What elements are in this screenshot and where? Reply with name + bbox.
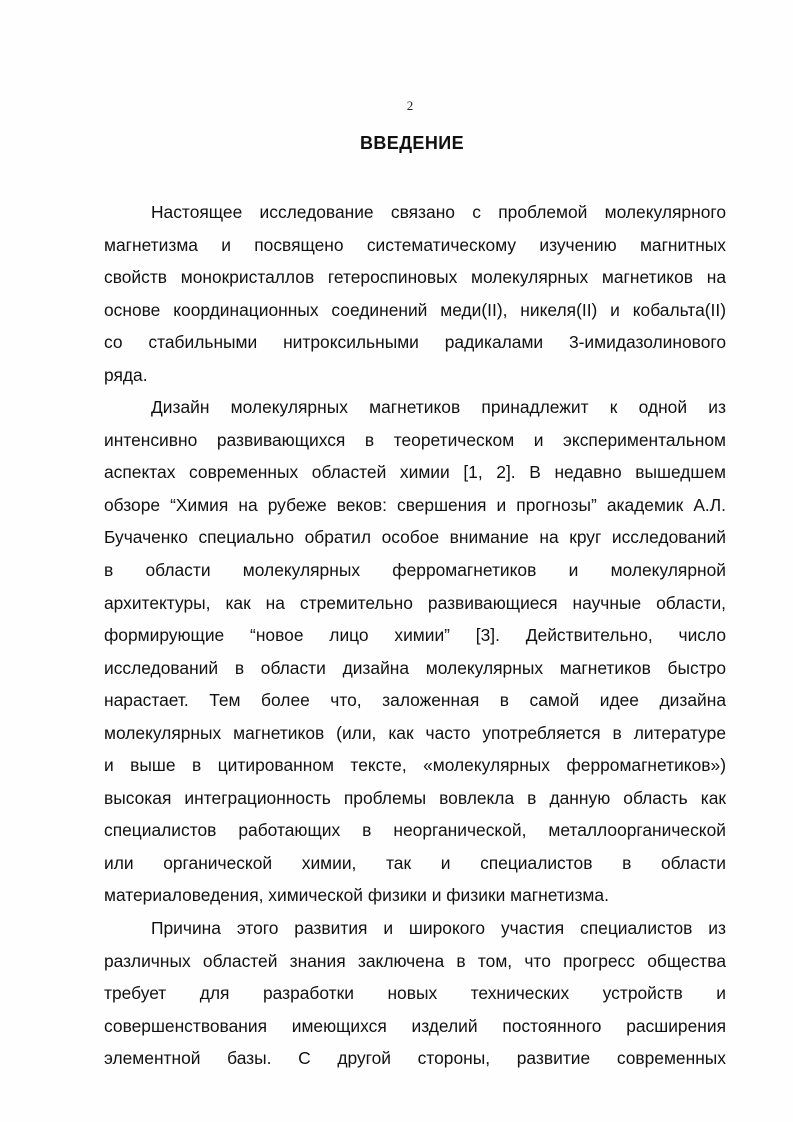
text-line: свойств монокристаллов гетероспиновых молекулярных магнетиков на [104, 267, 726, 288]
text-line: требует для разработки новых технических устройств и [104, 983, 726, 1004]
text-line: основе координационных соединений меди(II), никеля(II) и кобальта(II) [104, 299, 726, 320]
text-line: в области молекулярных ферромагнетиков и молекулярной [104, 560, 726, 581]
text-line: со стабильными нитроксильными радикалами 3-имидазолинового [104, 332, 726, 353]
document-body [104, 196, 726, 1075]
text-line: специалистов работающих в неорганической, металлоорганической [104, 820, 726, 841]
text-line: Дизайн молекулярных магнетиков принадлежит к одной из [151, 397, 726, 418]
text-line: Настоящее исследование связано с проблемой молекулярного [151, 202, 726, 222]
text-line: молекулярных магнетиков (или, как часто употребляется в литературе [104, 722, 726, 743]
text-line: совершенствования имеющихся изделий постоянного расширения [104, 1015, 726, 1036]
text-line: интенсивно развивающихся в теоретическом и экспериментальном [104, 429, 726, 450]
text-line: ряда. [104, 364, 148, 385]
section-title: ВВЕДЕНИЕ [360, 133, 464, 153]
text-line: элементной базы. С другой стороны, развитие современных [104, 1048, 726, 1069]
paragraph [104, 912, 726, 1075]
text-line: материаловедения, химической физики и физики магнетизма. [104, 885, 609, 906]
text-line: обзоре “Химия на рубеже веков: свершения и прогнозы” академик А.Л. [104, 494, 726, 515]
text-line: или органической химии, так и специалистов в области [104, 852, 726, 873]
text-line: формирующие “новое лицо химии” [3]. Действительно, число [104, 625, 726, 646]
text-line: Бучаченко специально обратил особое внимание на круг исследований [104, 527, 726, 548]
text-line: различных областей знания заключена в том, что прогресс общества [104, 950, 726, 971]
paragraph [104, 391, 726, 912]
text-line: исследований в области дизайна молекулярных магнетиков быстро [104, 657, 726, 678]
text-line: и выше в цитированном тексте, «молекулярных ферромагнетиков») [104, 755, 726, 776]
text-line: Причина этого развития и широкого участия специалистов из [151, 918, 726, 939]
text-line: нарастает. Тем более что, заложенная в самой идее дизайна [104, 690, 726, 711]
text-line: магнетизма и посвящено систематическому изучению магнитных [104, 234, 726, 255]
page-number: 2 [406, 98, 414, 113]
text-line: высокая интеграционность проблемы вовлекла в данную область как [104, 787, 726, 808]
text-line: архитектуры, как на стремительно развивающиеся научные области, [104, 592, 726, 613]
paragraph [104, 196, 726, 391]
text-line: аспектах современных областей химии [1, 2]. В недавно вышедшем [104, 462, 726, 483]
